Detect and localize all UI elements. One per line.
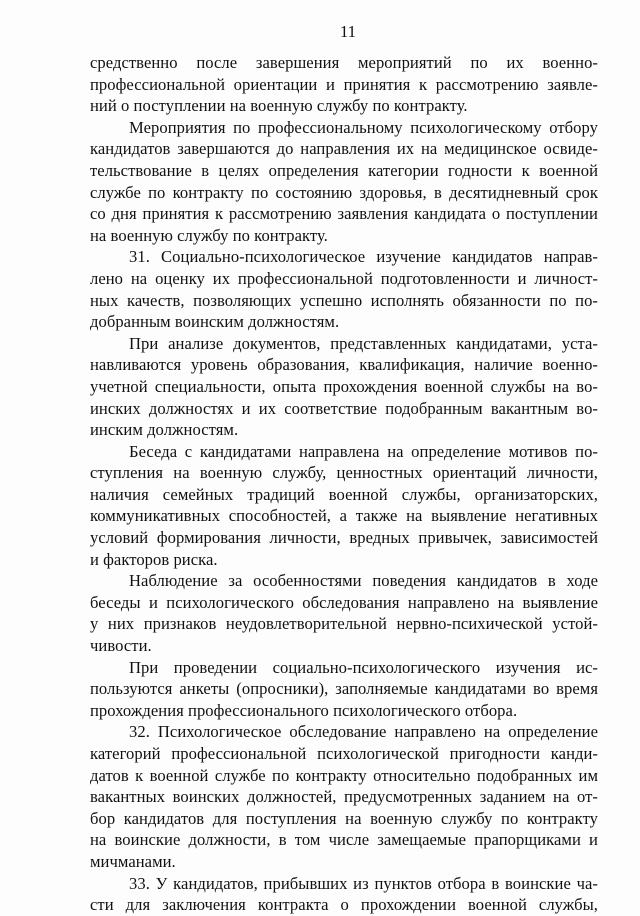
page-number: 11 [339, 22, 357, 41]
text-line: наличия семейных традиций военной службы, организаторских, [90, 484, 598, 504]
text-line: 32. Психологическое обследование направлено на определение [129, 722, 598, 742]
text-line: 31. Социально-психологическое изучение кандидатов направ- [129, 247, 598, 267]
text-line: 33. У кандидатов, прибывших из пунктов отбора в воинские ча- [129, 873, 598, 893]
paragraph [90, 246, 598, 332]
text-line: профессиональной ориентации и принятия к рассмотрению заявле- [90, 74, 598, 94]
paragraph [90, 117, 598, 247]
text-line: ний о поступлении на военную службу по контракту. [90, 96, 468, 116]
text-line: чивости. [90, 636, 152, 656]
paragraph [90, 873, 598, 916]
text-line: категорий профессиональной психологической пригодности канди- [90, 744, 598, 763]
text-line: мичманами. [90, 851, 176, 871]
paragraph [90, 333, 598, 441]
text-line: службе по контракту по состоянию здоровья, в десятидневный срок [90, 182, 598, 202]
text-line: При анализе документов, представленных кандидатами, уста- [129, 333, 598, 353]
paragraph [90, 441, 598, 571]
text-line: навливаются уровень образования, квалификация, наличие военно- [90, 355, 598, 375]
paragraph [90, 657, 598, 722]
text-line: учетной специальности, опыта прохождения военной службы на во- [90, 376, 598, 396]
text-line: прохождения профессионального психологического отбора. [90, 700, 518, 720]
text-line: При проведении социально-психологического изучения ис- [129, 657, 598, 677]
text-line: и факторов риска. [90, 549, 218, 569]
text-line: тельствование в целях определения категории годности к военной [90, 160, 598, 180]
paragraph [90, 570, 598, 656]
text-line: Мероприятия по профессиональному психологическому отбору [129, 117, 598, 137]
text-line: Беседа с кандидатами направлена на определение мотивов по- [129, 441, 598, 461]
text-line: коммуникативных способностей, а также на выявление негативных [90, 506, 598, 526]
text-line: инских должностях и их соответствие подобранным вакантным во- [90, 398, 598, 418]
text-line: добранным воинским должностям. [90, 312, 340, 332]
text-line: сти для заключения контракта о прохождении военной службы, [90, 895, 598, 915]
text-line: беседы и психологического обследования направлено на выявление [90, 592, 598, 612]
text-line: бор кандидатов для поступления на военную службу по контракту [90, 808, 598, 828]
paragraph [90, 721, 598, 872]
text-line: со дня принятия к рассмотрению заявления кандидата о поступлении [90, 204, 598, 224]
paragraph [90, 52, 598, 117]
text-line: ступления на военную службу, ценностных ориентаций личности, [90, 463, 598, 483]
text-line: средственно после завершения мероприятий по их военно- [90, 53, 598, 72]
text-line: инским должностям. [90, 420, 239, 440]
document-body [90, 52, 598, 916]
text-line: на воинские должности, в том числе замещаемые прапорщиками и [90, 830, 598, 850]
text-line: вакантных воинских должностей, предусмотренных заданием на от- [90, 787, 598, 807]
text-line: лено на оценку их профессиональной подготовленности и личност- [90, 268, 598, 288]
text-line: пользуются анкеты (опросники), заполняемые кандидатами во время [90, 679, 598, 699]
text-line: условий формирования личности, вредных привычек, зависимостей [90, 528, 598, 548]
text-line: датов к военной службе по контракту относительно подобранных им [90, 765, 598, 785]
text-line: кандидатов завершаются до направления их на медицинское освиде- [90, 139, 598, 159]
text-line: у них признаков неудовлетворительной нервно-психической устой- [90, 614, 598, 634]
text-line: на военную службу по контракту. [90, 225, 328, 245]
text-line: Наблюдение за особенностями поведения кандидатов в ходе [129, 571, 598, 591]
text-line: ных качеств, позволяющих успешно исполнять обязанности по по- [90, 290, 598, 310]
